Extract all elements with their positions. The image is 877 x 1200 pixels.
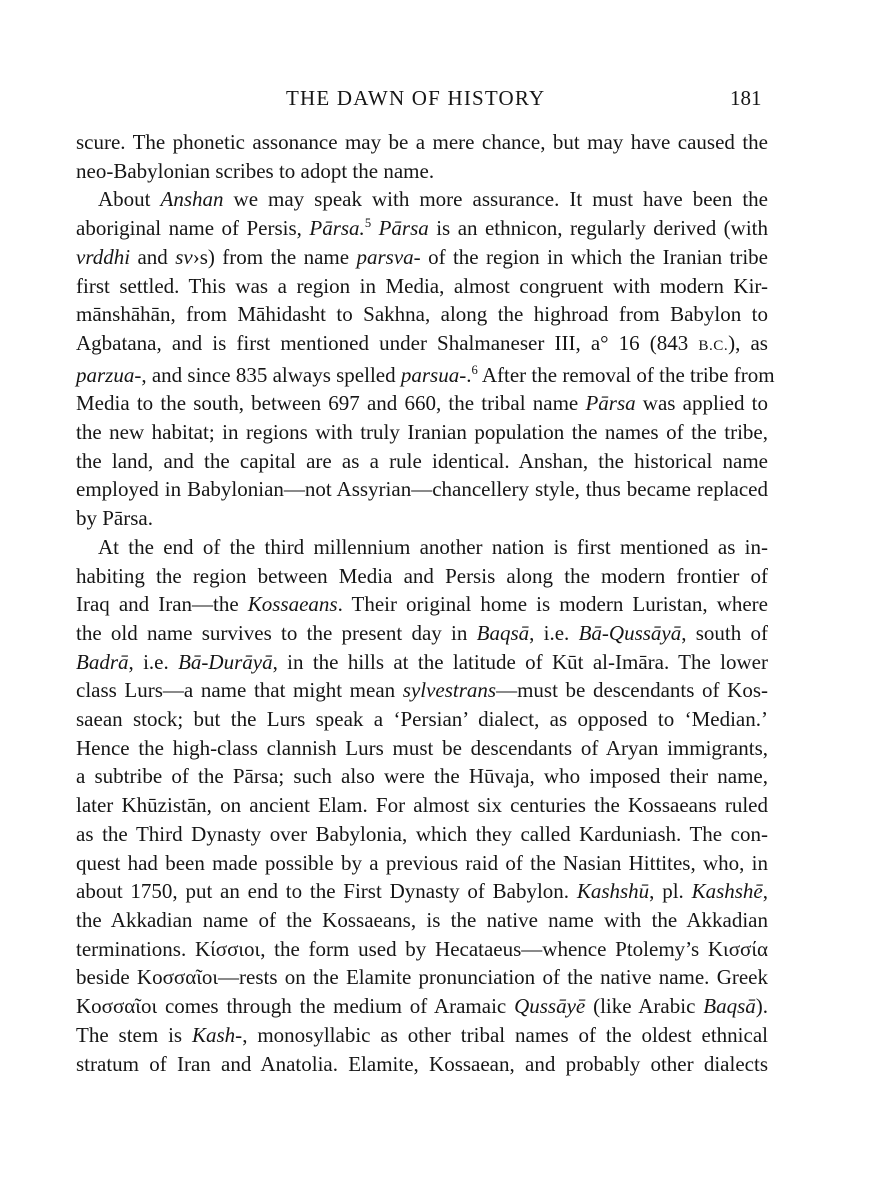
text-segment: Qussāyē: [514, 994, 586, 1019]
text-segment: Bā-Durāyā: [178, 649, 273, 674]
text-segment: Kossaeans: [247, 592, 338, 617]
text-line: [76, 243, 768, 272]
text-segment: stratum of Iran and Anatolia. Elamite, Kossaean, and probably other dialects: [76, 1051, 768, 1076]
text-line: [76, 734, 768, 763]
text-line: [76, 185, 768, 214]
text-line: [76, 762, 768, 791]
text-segment: Iraq and Iran—the: [76, 592, 248, 617]
text-segment: saean stock; but the Lurs speak a ‘Persian’ dialect, as opposed to ‘Median.’: [76, 707, 768, 732]
text-segment: Kashshū: [576, 879, 650, 904]
text-line: [76, 648, 768, 677]
text-segment: Pārsa: [378, 216, 429, 241]
text-segment: first settled. This was a region in Media, almost congruent with modern Kir-: [76, 273, 768, 298]
text-segment: (like Arabic: [585, 994, 704, 1019]
text-line: [76, 157, 768, 186]
text-segment: ,: [762, 879, 768, 904]
text-line: [76, 791, 768, 820]
text-line: [76, 504, 768, 533]
text-segment: B.C.: [698, 337, 729, 354]
text-segment: ).: [755, 994, 768, 1019]
text-segment: aboriginal name of Persis,: [76, 216, 310, 241]
text-segment: About: [98, 187, 161, 212]
text-segment: Agbatana, and is first mentioned under Shalmaneser III, a° 16 (843: [76, 330, 699, 355]
footnote-marker: 6: [471, 362, 478, 377]
text-line: [76, 329, 768, 361]
text-segment: the new habitat; in regions with truly Iranian population the names of the tribe,: [76, 420, 768, 445]
text-segment: sv: [175, 244, 193, 269]
text-segment: sylvestrans: [402, 678, 497, 703]
text-line: [76, 214, 768, 243]
text-line: [76, 705, 768, 734]
page-number: 181: [730, 86, 762, 110]
text-segment: beside Κοσσαῖοι—rests on the Elamite pronunciation of the native name. Greek: [76, 965, 768, 990]
text-line: [76, 820, 768, 849]
text-segment: class Lurs—a name that might mean: [76, 678, 403, 703]
text-segment: ›s) from the name: [192, 244, 357, 269]
text-segment: later Khūzistān, on ancient Elam. For almost six centuries the Kossaeans ruled: [76, 793, 768, 818]
text-segment: neo-Babylonian scribes to adopt the name.: [76, 158, 435, 183]
text-segment: terminations. Κίσσιοι, the form used by Hecataeus—whence Ptolemy’s Κισσία: [76, 936, 768, 961]
text-segment: was applied to: [635, 391, 768, 416]
text-segment: Baqsā: [703, 994, 756, 1019]
text-line: [76, 906, 768, 935]
text-line: [76, 272, 768, 301]
text-segment: and: [130, 244, 176, 269]
text-line: [76, 562, 768, 591]
text-line: [76, 300, 768, 329]
text-segment: Pārsa: [585, 391, 636, 416]
text-segment: the land, and the capital are as a rule identical. Anshan, the historical name: [76, 448, 768, 473]
text-segment: is an ethnicon, regularly derived (with: [428, 216, 769, 241]
text-line: [76, 590, 768, 619]
text-segment: Media to the south, between 697 and 660, the tribal name: [76, 391, 586, 416]
text-line: [76, 128, 768, 157]
text-segment: —must be descendants of Kos-: [496, 678, 768, 703]
text-segment: the Akkadian name of the Kossaeans, is the native name with the Akkadian: [76, 907, 768, 932]
text-line: [76, 1050, 768, 1079]
text-segment: the old name survives to the present day in: [76, 620, 477, 645]
text-segment: parzua-: [76, 362, 142, 387]
text-segment: , i.e.: [529, 620, 579, 645]
text-line: [76, 361, 775, 390]
text-line: [76, 389, 768, 418]
text-segment: After the removal of the tribe from: [477, 362, 775, 387]
text-segment: .: [466, 362, 472, 387]
text-line: [76, 447, 768, 476]
text-segment: Pārsa.: [309, 216, 365, 241]
text-segment: ), as: [728, 330, 768, 355]
text-line: [76, 533, 768, 562]
text-line: [76, 475, 768, 504]
text-segment: Baqsā: [476, 620, 530, 645]
text-segment: of the region in which the Iranian tribe: [420, 244, 768, 269]
text-segment: At the end of the third millennium another nation is first mentioned as in-: [98, 534, 768, 559]
text-segment: Badrā: [76, 649, 129, 674]
text-segment: we may speak with more assurance. It must have been the: [223, 187, 769, 212]
text-segment: as the Third Dynasty over Babylonia, which they called Karduniash. The con-: [76, 821, 768, 846]
text-segment: mānshāhān, from Māhidasht to Sakhna, along the highroad from Babylon to: [76, 302, 768, 327]
text-segment: , south of: [681, 620, 769, 645]
text-segment: Κοσσαῖοι comes through the medium of Aramaic: [76, 994, 515, 1019]
text-line: [76, 992, 768, 1021]
text-segment: parsva-: [356, 244, 421, 269]
text-line: [76, 1021, 768, 1050]
text-segment: , i.e.: [128, 649, 179, 674]
text-segment: habiting the region between Media and Persis along the modern frontier of: [76, 563, 768, 588]
text-line: [76, 963, 768, 992]
text-line: [76, 676, 768, 705]
text-segment: , pl.: [649, 879, 692, 904]
text-segment: parsua-: [400, 362, 467, 387]
text-segment: scure. The phonetic assonance may be a mere chance, but may have caused the: [76, 130, 768, 154]
text-segment: quest had been made possible by a previous raid of the Nasian Hittites, who, in: [76, 850, 768, 875]
text-segment: employed in Babylonian—not Assyrian—chancellery style, thus became replaced: [76, 477, 768, 502]
text-segment: Kash-: [192, 1022, 243, 1047]
text-line: [76, 877, 768, 906]
text-segment: . Their original home is modern Luristan, where: [337, 592, 768, 617]
text-segment: a subtribe of the Pārsa; such also were the Hūvaja, who imposed their name,: [76, 764, 768, 789]
text-segment: [371, 216, 378, 240]
text-segment: , monosyllabic as other tribal names of the oldest ethnical: [242, 1022, 768, 1047]
text-line: [76, 418, 768, 447]
text-segment: Bā-Qussāyā: [578, 620, 682, 645]
footnote-marker: 5: [364, 216, 372, 231]
text-line: [76, 849, 768, 878]
text-segment: about 1750, put an end to the First Dynasty of Babylon.: [76, 879, 577, 904]
text-segment: Anshan: [160, 187, 224, 212]
body-text: [76, 128, 775, 1078]
text-segment: , and since 835 always spelled: [141, 362, 401, 387]
text-segment: by Pārsa.: [76, 506, 153, 531]
text-segment: vrddhi: [76, 244, 131, 269]
text-segment: Kashshē: [691, 879, 763, 904]
text-segment: The stem is: [76, 1022, 192, 1047]
text-segment: , in the hills at the latitude of Kūt al-Imāra. The lower: [272, 649, 768, 674]
running-title: THE DAWN OF HISTORY: [286, 86, 546, 110]
text-line: [76, 619, 768, 648]
text-segment: Hence the high-class clannish Lurs must be descendants of Aryan immigrants,: [76, 735, 768, 760]
text-line: [76, 935, 768, 964]
